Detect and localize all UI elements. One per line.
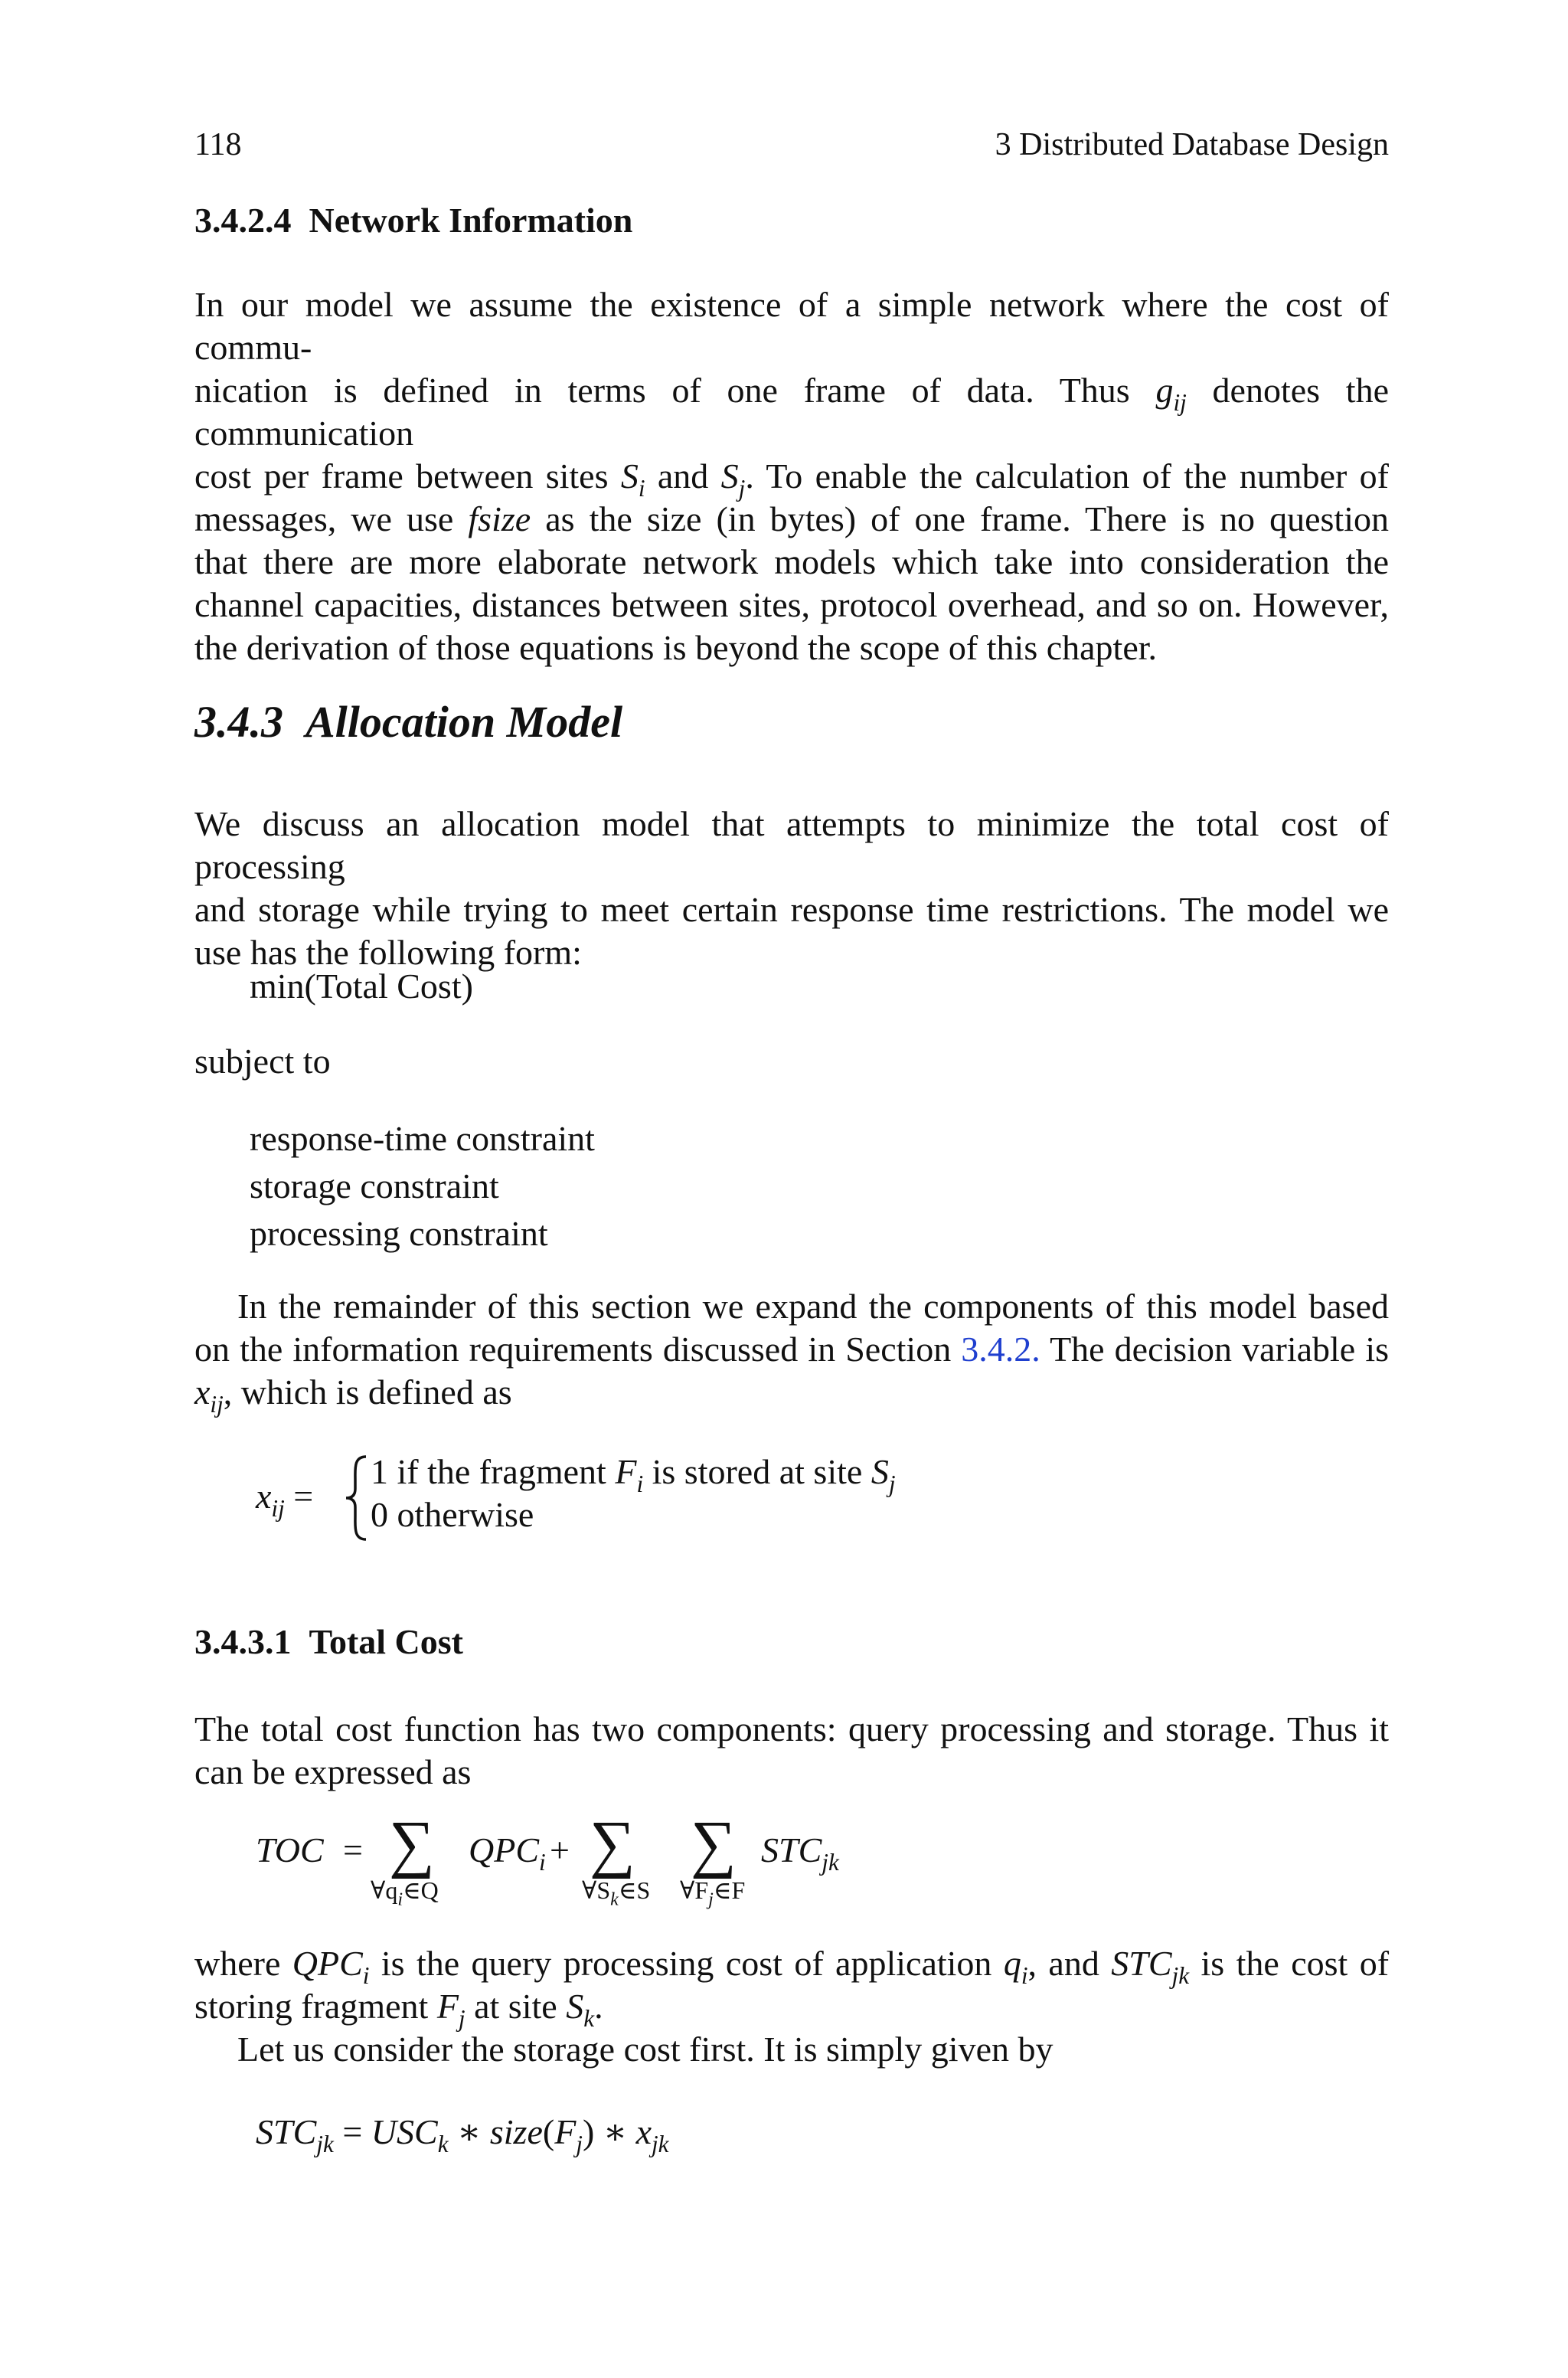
equation-x-cases [371, 1451, 896, 1536]
text-line: on the information requirements discussed in Section 3.4.2. The decision variable is [194, 1330, 1389, 1369]
text-line: use has the following form: [194, 933, 582, 972]
heading-title: Total Cost [309, 1622, 463, 1661]
paragraph-total-cost [194, 1708, 1389, 1794]
heading-title: Network Information [309, 201, 633, 240]
heading-number: 3.4.2.4 [194, 201, 292, 240]
sum-index: $\forall F_j\in F$ [680, 1876, 746, 1910]
section-link[interactable]: 3.4.2. [961, 1330, 1040, 1369]
heading-title: Allocation Model [305, 697, 623, 747]
subject-to: subject to [194, 1042, 331, 1081]
sum-index: $\forall q_i\in Q$ [371, 1876, 439, 1910]
subsection-heading-allocation-model [194, 697, 622, 747]
sum-symbol: ∑ [389, 1808, 435, 1879]
text-line: storing fragment $F_j$ at site $S_k$. [194, 1987, 603, 2032]
sum-symbol: ∑ [590, 1808, 635, 1879]
equation-stc: $STC_{jk} = USC_k$ ∗ $size(F_j)$ ∗ $x_{jk}$ [256, 2112, 669, 2157]
text-line: the derivation of those equations is beyond the scope of this chapter. [194, 628, 1158, 667]
constraint-item: processing constraint [250, 1214, 548, 1253]
text-line: We discuss an allocation model that attempts to minimize the total cost of processing [194, 804, 1389, 886]
text-line: channel capacities, distances between sites, protocol overhead, and so on. However, [194, 585, 1389, 624]
objective: min(Total Cost) [250, 967, 473, 1006]
text-line: can be expressed as [194, 1752, 472, 1791]
paragraph-network [194, 283, 1389, 669]
heading-number: 3.4.3 [194, 697, 283, 747]
text-line: cost per frame between sites $S_i$ and $S_j$. To enable the calculation of the number of [194, 456, 1389, 502]
text-line: In our model we assume the existence of a simple network where the cost of commu- [194, 285, 1389, 367]
paragraph-decision-variable [194, 1285, 1389, 1418]
math-g: g [1155, 371, 1174, 410]
page-number: 118 [194, 127, 242, 162]
page: 118 3 Distributed Database Design 3.4.2.4 Network Information In our model we assume the existence of a simple network where the cost of commu- nication is defined in terms of one frame of data. Thus $g_{ij}$ denotes the communication cost per frame between sites $S_i$ and $S_j$. To enable the calculation of the number of messages, we use fsize as the size (in bytes) of one frame. There is no question that there are more elaborate network models which take into consideration the channel capacities, distances between sites, protocol overhead, and so on. However, the derivation of those equations is beyond the scope of this chapter. 3.4.3 Allocation Model We discuss an allocation model that attempts to minimize the total cost of processing and storage while trying to meet certain response time restrictions. The model we use has the following form: min(Total Cost) subject to response-time constraint storage constraint processing constraint In the remainder of this section we expand the components of this model based on the information requirements discussed in Section 3.4.2. The decision variable is $x_{ij}$, which is defined as $x_{ij}$ = 1 if the fragment $F_i$ is stored at site $S_j$ 0 otherwise 3.4.3.1 Total Cost The total cost function has two components: query processing and storage. Thus it can be expressed as TOC = ∑ $QPC_i$ + ∑ ∑ $STC_{jk}$ $\forall q_i\in Q$ $\forall S_k\in S$ $\forall F_j\in F$ where $QPC_i$ is the query processing cost of application $q_i$, and $STC_{jk}$ is the cost of storing fragment $F_j$ at site $S_k$. Let us consider the storage cost first. It is simply given by $STC_{jk} = USC_k$ ∗ $size(F_j)$ ∗ $x_{jk}$ [194, 127, 1390, 2157]
text-line: The total cost function has two components: query processing and storage. Thus it [194, 1709, 1389, 1748]
subsubsection-heading-total-cost [194, 1621, 463, 1663]
sum-symbol: ∑ [691, 1808, 737, 1879]
text-line: and storage while trying to meet certain response time restrictions. The model we [194, 890, 1389, 929]
constraint-item: storage constraint [250, 1166, 499, 1205]
math-fsize: fsize [468, 499, 531, 538]
math-S: S [620, 456, 639, 496]
text-line: messages, we use fsize as the size (in bytes) of one frame. There is no question [194, 499, 1389, 538]
case-stored: 1 if the fragment $F_i$ is stored at site $S_j$ [371, 1452, 896, 1497]
text-line: In the remainder of this section we expand the components of this model based [237, 1287, 1389, 1326]
sum-index: $\forall S_k\in S$ [582, 1876, 651, 1910]
left-brace [341, 1454, 369, 1542]
text-line: where $QPC_i$ is the query processing cost of application $q_i$, and $STC_{jk}$ is the cost of [194, 1944, 1390, 1989]
subsubsection-heading-network-information [194, 199, 632, 242]
equation-x-lhs: $x_{ij}$ = [256, 1477, 314, 1522]
paragraph-where [194, 1942, 1389, 2071]
text-line: that there are more elaborate network models which take into consideration the [194, 542, 1389, 581]
text-line: $x_{ij}$, which is defined as [194, 1372, 512, 1418]
heading-number: 3.4.3.1 [194, 1622, 292, 1661]
running-title: 3 Distributed Database Design [995, 127, 1389, 162]
case-otherwise: 0 otherwise [371, 1495, 534, 1534]
constraints-list [250, 1115, 595, 1258]
text-line: nication is defined in terms of one frame of data. Thus $g_{ij}$ denotes the communication [194, 371, 1389, 453]
text-line: Let us consider the storage cost first. It is simply given by [237, 2030, 1054, 2069]
paragraph-allocation [194, 803, 1389, 974]
constraint-item: response-time constraint [250, 1119, 595, 1158]
